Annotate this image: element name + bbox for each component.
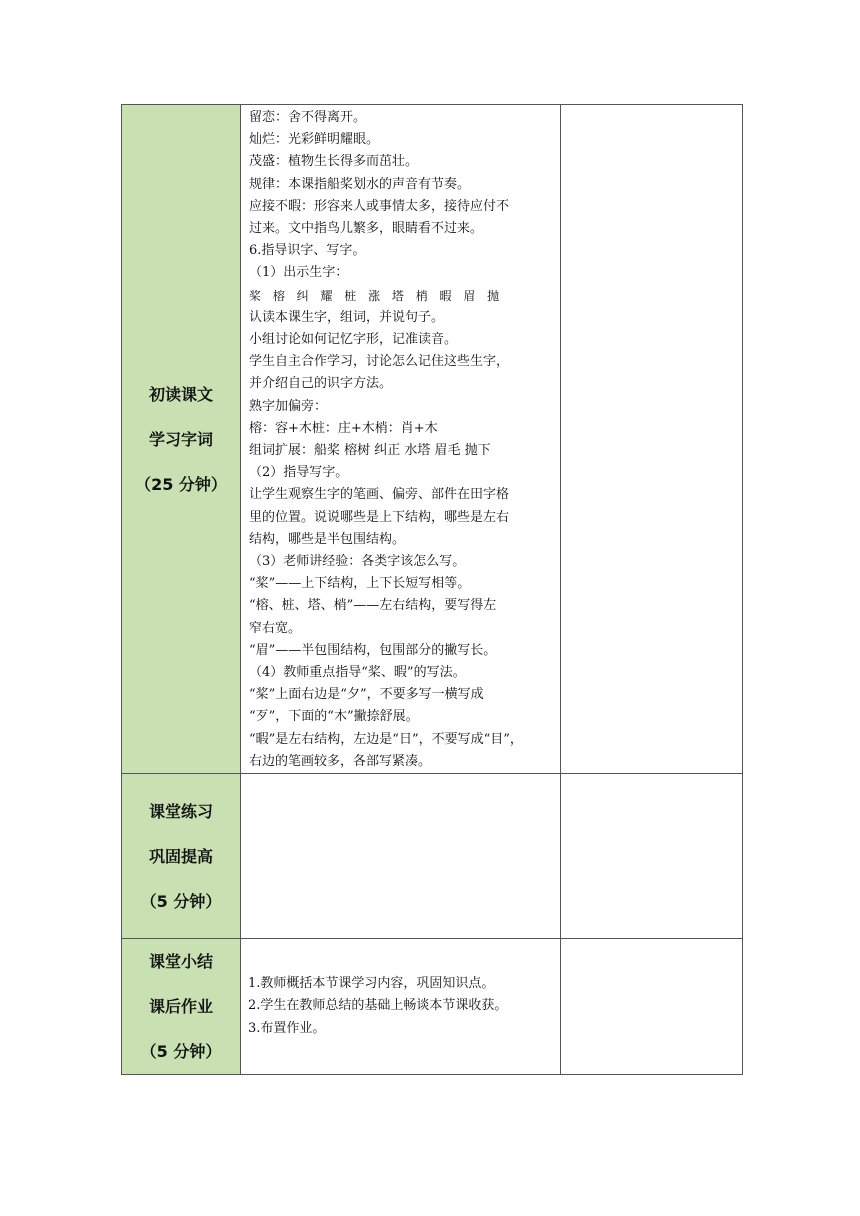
stage-subtitle: 课后作业 [148, 997, 213, 1017]
content-line: 小组讨论如何记忆字形，记准读音。 [249, 332, 458, 348]
content-line: 灿烂：光彩鲜明耀眼。 [249, 132, 380, 148]
stage-duration: （25 分钟） [135, 474, 227, 494]
content-line: 留恋：舍不得离开。 [249, 110, 367, 125]
content-line: 1.教师概括本节课学习内容，巩固知识点。 [248, 975, 495, 991]
content-line: 熟字加偏旁： [249, 398, 328, 414]
note-cell [561, 939, 743, 1075]
stage-title: 初读课文 [148, 384, 213, 404]
content-line: （3）老师讲经验：各类字该怎么写。 [249, 554, 466, 570]
table-row [122, 939, 743, 1075]
stage-cell-practice [122, 774, 241, 939]
content-line: 结构，哪些是半包围结构。 [249, 531, 406, 547]
content-lines [241, 105, 560, 773]
content-line: 让学生观察生字的笔画、偏旁、部件在田字格 [249, 487, 510, 503]
content-line: （4）教师重点指导“桨、暇”的写法。 [249, 665, 466, 681]
content-line: 认读本课生字，组词，并说句子。 [249, 309, 445, 325]
content-line: 应接不暇：形容来人或事情太多，接待应付不 [249, 198, 510, 214]
content-line: （2）指导写字。 [249, 465, 349, 481]
content-line: 学生自主合作学习，讨论怎么记住这些生字， [249, 354, 510, 370]
content-line: （1）出示生字： [249, 265, 349, 281]
content-line: 6.指导识字、写字。 [249, 243, 366, 259]
summary-lines [241, 969, 560, 1045]
content-line: 榕：容+木桩：庄+木梢：肖+木 [249, 420, 438, 436]
table-row [122, 774, 743, 939]
note-cell [561, 105, 743, 774]
note-cell [561, 774, 743, 939]
stage-duration: （5 分钟） [140, 1042, 222, 1062]
stage-subtitle: 巩固提高 [148, 846, 213, 866]
content-line: 右边的笔画较多，各部写紧凑。 [249, 753, 432, 769]
content-line: “桨”——上下结构，上下长短写相等。 [249, 576, 471, 592]
content-line: 里的位置。说说哪些是上下结构，哪些是左右 [249, 509, 510, 525]
content-line: 过来。文中指鸟儿繁多，眼睛看不过来。 [249, 221, 484, 237]
content-line: “桨”上面右边是“夕”，不要多写一横写成 [249, 687, 484, 703]
stage-cell-summary [122, 939, 241, 1075]
content-line: 3.布置作业。 [248, 1020, 326, 1036]
lesson-plan-table [121, 104, 743, 1075]
content-line: 并介绍自己的识字方法。 [249, 376, 393, 392]
content-line: “歹”，下面的“木”撇捺舒展。 [249, 709, 419, 725]
content-cell-summary [241, 939, 561, 1075]
content-line: 组词扩展：船桨 榕树 纠正 水塔 眉毛 抛下 [249, 443, 491, 459]
table-row [122, 105, 743, 774]
stage-subtitle: 学习字词 [148, 429, 213, 449]
stage-cell-reading [122, 105, 241, 774]
content-line: “暇”是左右结构，左边是“日”，不要写成“目”， [249, 731, 523, 747]
stage-duration: （5 分钟） [140, 891, 222, 911]
content-line: 2.学生在教师总结的基础上畅谈本节课收获。 [248, 998, 508, 1014]
stage-title: 课堂小结 [148, 952, 213, 972]
content-cell-practice [241, 774, 561, 939]
content-line: 规律：本课指船桨划水的声音有节奏。 [249, 176, 471, 192]
content-cell-reading [241, 105, 561, 774]
content-line: “榕、桩、塔、梢”——左右结构，要写得左 [249, 598, 497, 614]
content-line: “眉”——半包围结构，包围部分的撇写长。 [249, 642, 497, 658]
content-line: 窄右宽。 [249, 620, 302, 636]
content-line: 茂盛：植物生长得多而茁壮。 [249, 154, 419, 170]
stage-title: 课堂练习 [148, 801, 213, 821]
new-characters-line: 桨 榕 纠 耀 桩 涨 塔 梢 暇 眉 抛 [249, 288, 504, 303]
